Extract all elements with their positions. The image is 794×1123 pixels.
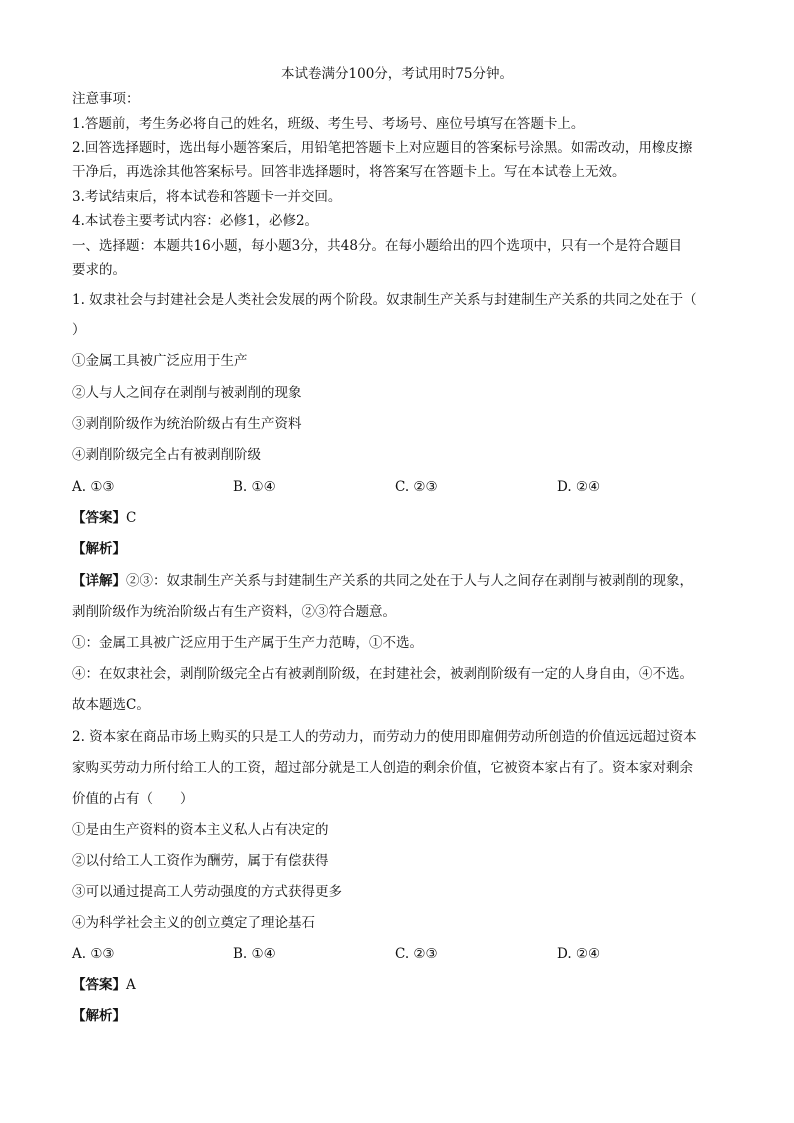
analysis-line	[72, 1007, 126, 1025]
notes-item: 干净后，再选涂其他答案标号。回答非选择题时，将答案写在答题卡上。写在本试卷上无效。	[72, 164, 626, 180]
section-heading-cont: 要求的。	[72, 262, 126, 278]
statement: ④剥削阶级完全占有被剥削阶级	[72, 447, 261, 463]
statement: ①金属工具被广泛应用于生产	[72, 353, 248, 369]
statement: ③剥削阶级作为统治阶级占有生产资料	[72, 416, 302, 432]
question-stem: 2. 资本家在商品市场上购买的只是工人的劳动力，而劳动力的使用即雇佣劳动所创造的价值远远超过资本	[72, 729, 697, 745]
detail-line	[72, 572, 693, 590]
notes-item: 1.答题前，考生务必将自己的姓名，班级、考生号、考场号、座位号填写在答题卡上。	[72, 116, 585, 132]
question-stem-cont: 价值的占有（ ）	[72, 791, 194, 807]
option-b: B. ①④	[233, 946, 276, 962]
analysis-line	[72, 540, 126, 558]
detail-text: ②③：奴隶制生产关系与封建制生产关系的共同之处在于人与人之间存在剥削与被剥削的现象，	[126, 573, 693, 589]
statement: ④为科学社会主义的创立奠定了理论基石	[72, 915, 315, 931]
answer-value: A	[126, 977, 136, 993]
answer-label: 【答案】	[72, 977, 126, 993]
detail-conclusion: 故本题选C。	[72, 697, 150, 713]
option-c: C. ②③	[395, 946, 438, 962]
section-heading: 一、选择题：本题共16小题，每小题3分，共48分。在每小题给出的四个选项中，只有一个是符合题目	[72, 238, 682, 254]
question-stem-cont: 家购买劳动力所付给工人的工资，超过部分就是工人创造的剩余价值，它被资本家占有了。资本家对剩余	[72, 760, 693, 776]
answer-label: 【答案】	[72, 510, 126, 526]
detail-text-cont: ①：金属工具被广泛应用于生产属于生产力范畴，①不选。	[72, 635, 423, 651]
option-a: A. ①③	[72, 479, 115, 495]
option-a: A. ①③	[72, 946, 115, 962]
detail-text-cont: 剥削阶级作为统治阶级占有生产资料，②③符合题意。	[72, 604, 396, 620]
answer-value: C	[126, 510, 137, 526]
statement: ③可以通过提高工人劳动强度的方式获得更多	[72, 884, 342, 900]
notes-item: 4.本试卷主要考试内容：必修1，必修2。	[72, 213, 319, 229]
answer-options	[72, 945, 732, 963]
answer-line	[72, 976, 136, 994]
question-stem: 1. 奴隶社会与封建社会是人类社会发展的两个阶段。奴隶制生产关系与封建制生产关系的共同之处在于（	[72, 292, 697, 308]
answer-line	[72, 509, 136, 527]
notes-title: 注意事项：	[72, 91, 140, 107]
notes-item: 3.考试结束后，将本试卷和答题卡一并交回。	[72, 189, 342, 205]
option-c: C. ②③	[395, 479, 438, 495]
statement: ①是由生产资料的资本主义私人占有决定的	[72, 822, 329, 838]
statement: ②以付给工人工资作为酬劳，属于有偿获得	[72, 853, 329, 869]
exam-info: 本试卷满分100分，考试用时75分钟。	[281, 66, 513, 82]
detail-label: 【详解】	[72, 573, 126, 589]
option-b: B. ①④	[233, 479, 276, 495]
question-stem-cont: ）	[72, 322, 86, 338]
analysis-label: 【解析】	[72, 1008, 126, 1024]
statement: ②人与人之间存在剥削与被剥削的现象	[72, 385, 302, 401]
detail-text-cont: ④：在奴隶社会，剥削阶级完全占有被剥削阶级，在封建社会，被剥削阶级有一定的人身自由，④不选。	[72, 666, 693, 682]
analysis-label: 【解析】	[72, 541, 126, 557]
notes-item: 2.回答选择题时，选出每小题答案后，用铅笔把答题卡上对应题目的答案标号涂黑。如需改动，用橡皮擦	[72, 140, 693, 156]
option-d: D. ②④	[557, 946, 601, 962]
answer-options	[72, 478, 732, 496]
option-d: D. ②④	[557, 479, 601, 495]
